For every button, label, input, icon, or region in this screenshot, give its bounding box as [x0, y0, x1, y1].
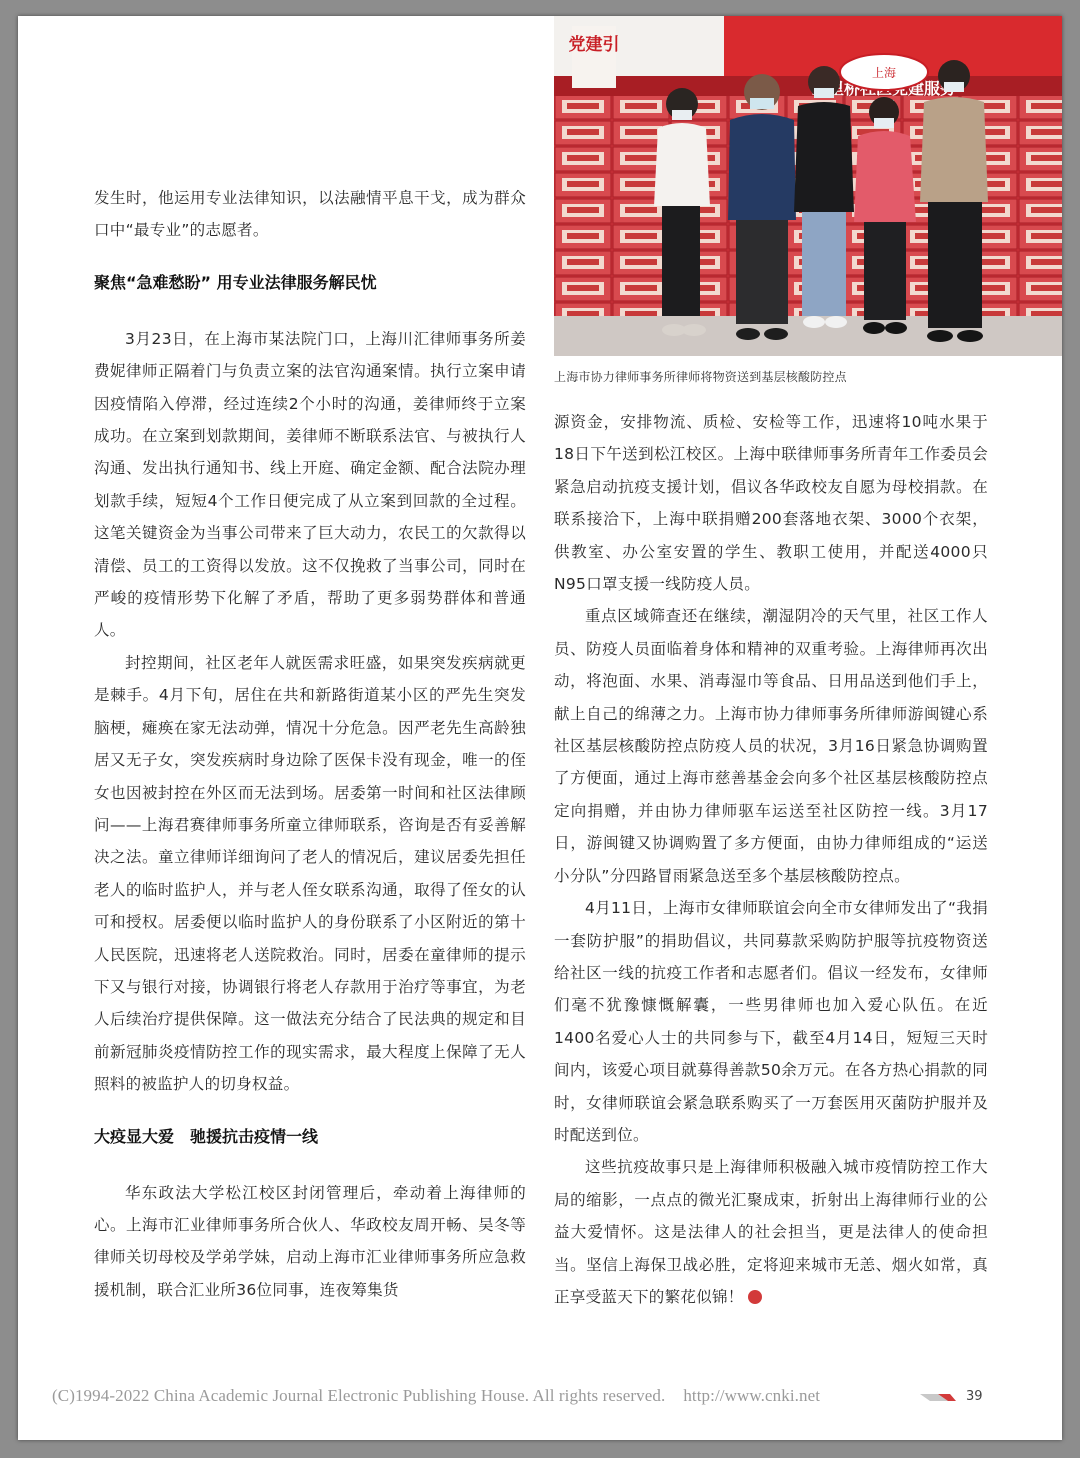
article-photo — [554, 16, 1062, 356]
intro-paragraph: 发生时，他运用专业法律知识，以法融情平息干戈，成为群众口中“最专业”的志愿者。 — [94, 189, 526, 240]
photo-logo-text: 上海 — [871, 66, 897, 80]
copyright-footer — [52, 1386, 820, 1406]
article-end-mark-icon: C — [748, 1290, 762, 1304]
body-paragraph: 封控期间，社区老年人就医需求旺盛，如果突发疾病就更是棘手。4月下旬，居住在共和新路街道某小区的严先生突发脑梗，瘫痪在家无法动弹，情况十分危急。因严老先生高龄独居又无子女，突发疾病时身边除了医保卡没有现金，唯一的侄女也因被封控在外区而无法到场。居委第一时间和社区法律顾问——上海君赛律师事务所童立律师联系，咨询是否有妥善解决之法。童立律师详细询问了老人的情况后，建议居委先担任老人的临时监护人，并与老人侄女联系沟通，取得了侄女的认可和授权。居委便以临时监护人的身份联系了小区附近的第十人民医院，迅速将老人送院救治。同时，居委在童律师的提示下又与银行对接，协调银行将老人存款用于治疗等事宜，为老人后续治疗提供保障。这一做法充分结合了民法典的规定和目前新冠肺炎疫情防控工作的现实需求，最大程度上保障了无人照料的被监护人的切身权益。 — [94, 653, 526, 1094]
body-paragraph: 重点区域筛查还在继续，潮湿阴冷的天气里，社区工作人员、防疫人员面临着身体和精神的双重考验。上海律师再次出动，将泡面、水果、消毒湿巾等食品、日用品送到他们手上，献上自己的绵薄之力。上海市协力律师事务所律师游闽键心系社区基层核酸防控点防疫人员的状况，3月16日紧急协调购置了方便面，通过上海市慈善基金会向多个社区基层核酸防控点定向捐赠，并由协力律师驱车运送至社区防控一线。3月17日，游闽键又协调购置了多方便面，由协力律师组成的“运送小分队”分四路冒雨紧急送至多个基层核酸防控点。 — [554, 607, 988, 885]
page-number: 39 — [966, 1389, 983, 1404]
photo-caption: 上海市协力律师事务所律师将物资送到基层核酸防控点 — [554, 370, 847, 384]
volunteers-photo-illustration — [554, 16, 1062, 356]
photo-vertical-sign: 党建引 — [568, 35, 620, 55]
body-paragraph: 4月11日，上海市女律师联谊会向全市女律师发出了“我捐一套防护服”的捐助倡议，共同募款采购防护服等抗疫物资送给社区一线的抗疫工作者和志愿者们。倡议一经发布，女律师们毫不犹豫慷慨解囊，一些男律师也加入爱心队伍。在近1400名爱心人士的共同参与下，截至4月14日，短短三天时间内，该爱心项目就募得善款50余万元。在各方热心捐款的同时，女律师联谊会紧急联系购买了一万套医用灭菌防护服并及时配送到位。 — [554, 899, 988, 1144]
person-figure — [794, 66, 854, 328]
footer-url: http://www.cnki.net — [683, 1386, 821, 1405]
final-paragraph-text: 这些抗疫故事只是上海律师积极融入城市疫情防控工作大局的缩影，一点点的微光汇聚成束，折射出上海律师行业的公益大爱情怀。这是法律人的社会担当，更是法律人的使命担当。坚信上海保卫战必胜，定将迎来城市无恙、烟火如常，真正享受蓝天下的繁花似锦！ — [554, 1158, 988, 1306]
left-column — [94, 182, 526, 1306]
copyright-text: (C)1994-2022 China Academic Journal Electronic Publishing House. All rights reserved. — [52, 1386, 666, 1405]
body-paragraph: 3月23日，在上海市某法院门口，上海川汇律师事务所姜费妮律师正隔着门与负责立案的法官沟通案情。执行立案申请因疫情陷入停滞，经过连续2个小时的沟通，姜律师终于立案成功。在立案到划款期间，姜律师不断联系法官、与被执行人沟通、发出执行通知书、线上开庭、确定金额、配合法院办理划款手续，短短4个工作日便完成了从立案到回款的全过程。这笔关键资金为当事公司带来了巨大动力，农民工的欠款得以清偿、员工的工资得以发放。这不仅挽救了当事公司，同时在严峻的疫情形势下化解了矛盾，帮助了更多弱势群体和普通人。 — [94, 329, 526, 640]
body-paragraph: 华东政法大学松江校区封闭管理后，牵动着上海律师的心。上海市汇业律师事务所合伙人、华政校友周开畅、吴冬等律师关切母校及学弟学妹，启动上海市汇业律师事务所应急救援机制，联合汇业所36位同事，连夜筹集货 — [94, 1183, 526, 1299]
section-heading: 大疫显大爱 驰援抗击疫情一线 — [94, 1126, 319, 1146]
section-heading: 聚焦“急难愁盼” 用专业法律服务解民忧 — [94, 272, 377, 292]
photo-logo — [840, 54, 928, 90]
person-figure — [920, 60, 988, 342]
body-paragraph: 源资金，安排物流、质检、安检等工作，迅速将10吨水果于18日下午送到松江校区。上海中联律师事务所青年工作委员会紧急启动抗疫支援计划，倡议各华政校友自愿为母校捐款。在联系接洽下，上海中联捐赠200套落地衣架、3000个衣架，供教室、办公室安置的学生、教职工使用，并配送4000只N95口罩支援一线防疫人员。 — [554, 413, 988, 594]
body-paragraph-final — [554, 1151, 988, 1313]
right-column — [554, 406, 988, 1313]
footer-stripe-icon — [920, 1392, 956, 1402]
